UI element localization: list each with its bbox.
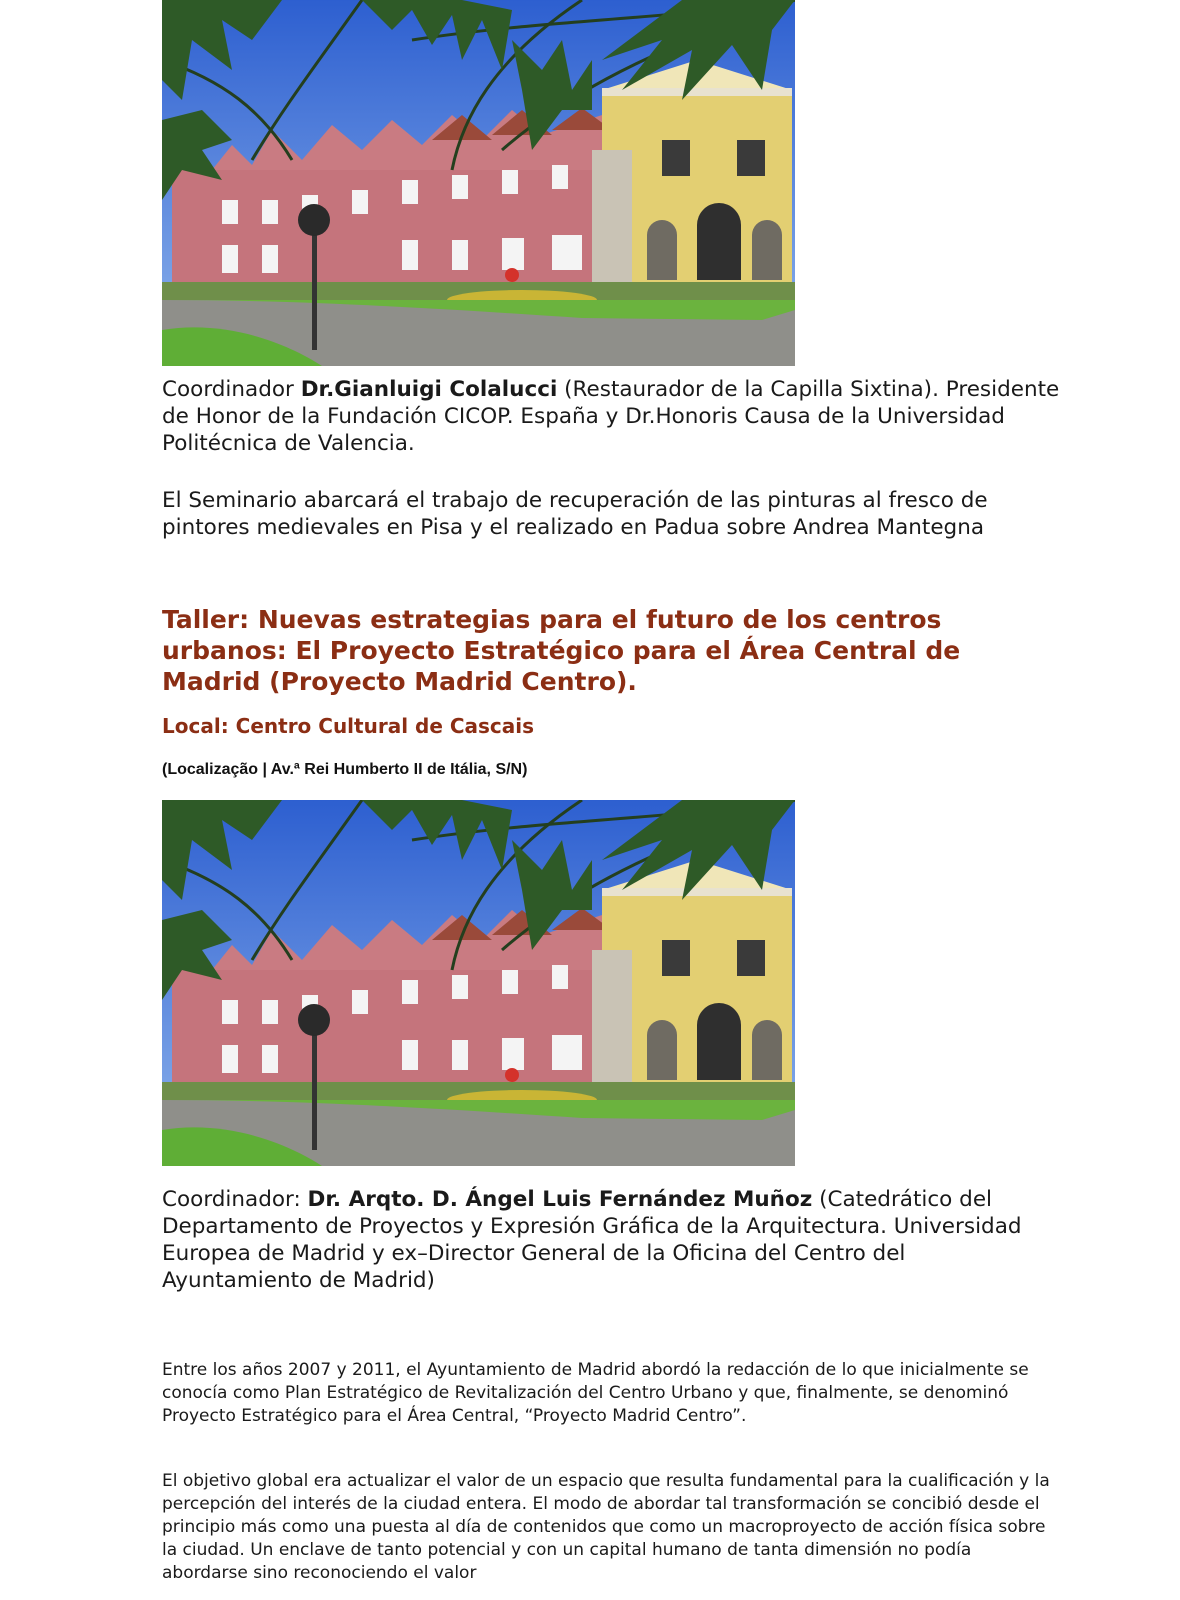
- workshop-address: (Localização | Av.ª Rei Humberto II de Itália, S/N): [162, 761, 528, 778]
- centro-cultural-photo: [162, 0, 795, 366]
- workshop-local: Local: Centro Cultural de Cascais: [162, 714, 535, 738]
- seminar-description: El Seminario abarcará el trabajo de recuperación de las pinturas al fresco de pintores medievales en Pisa y el realizado en Padua sobre Andrea Mantegna: [162, 488, 988, 540]
- coordinator-1-name: Dr.Gianluigi Colalucci: [300, 377, 558, 402]
- coordinator-1-prefix: Coordinador: [162, 377, 301, 402]
- coordinator-2: [162, 1186, 1062, 1294]
- workshop-title: Taller: Nuevas estrategias para el futuro de los centros urbanos: El Proyecto Estratégico para el Área Central de Madrid (Proyecto Madrid Centro).: [162, 605, 961, 696]
- coordinator-2-prefix: Coordinador:: [162, 1187, 308, 1212]
- coordinator-2-name: Dr. Arqto. D. Ángel Luis Fernández Muñoz: [307, 1187, 813, 1212]
- paragraph-2: El objetivo global era actualizar el valor de un espacio que resulta fundamental para la cualificación y la percepción del interés de la ciudad entera. El modo de abordar tal transformación se concibió desde el principio más como una puesta al día de contenidos que como un macroproyecto de acción física sobre la ciudad. Un enclave de tanto potencial y con un capital humano de tanta dimensión no podía abordarse sino reconociendo el valor: [162, 1471, 1050, 1583]
- coordinator-1: [162, 376, 1062, 457]
- coordinator-1-details: (Restaurador de la Capilla Sixtina). Presidente de Honor de la Fundación CICOP. España y Dr.Honoris Causa de la Universidad Politécnica de Valencia.: [162, 377, 1060, 456]
- paragraph-1: Entre los años 2007 y 2011, el Ayuntamiento de Madrid abordó la redacción de lo que inicialmente se conocía como Plan Estratégico de Revitalización del Centro Urbano y que, finalmente, se denominó Proyecto Estratégico para el Área Central, “Proyecto Madrid Centro”.: [162, 1360, 1029, 1426]
- coordinator-2-details: (Catedrático del Departamento de Proyectos y Expresión Gráfica de la Arquitectura. Universidad Europea de Madrid y ex–Director General de la Oficina del Centro del Ayuntamiento de Madrid): [162, 1187, 1022, 1293]
- centro-cultural-photo-2: [162, 800, 795, 1166]
